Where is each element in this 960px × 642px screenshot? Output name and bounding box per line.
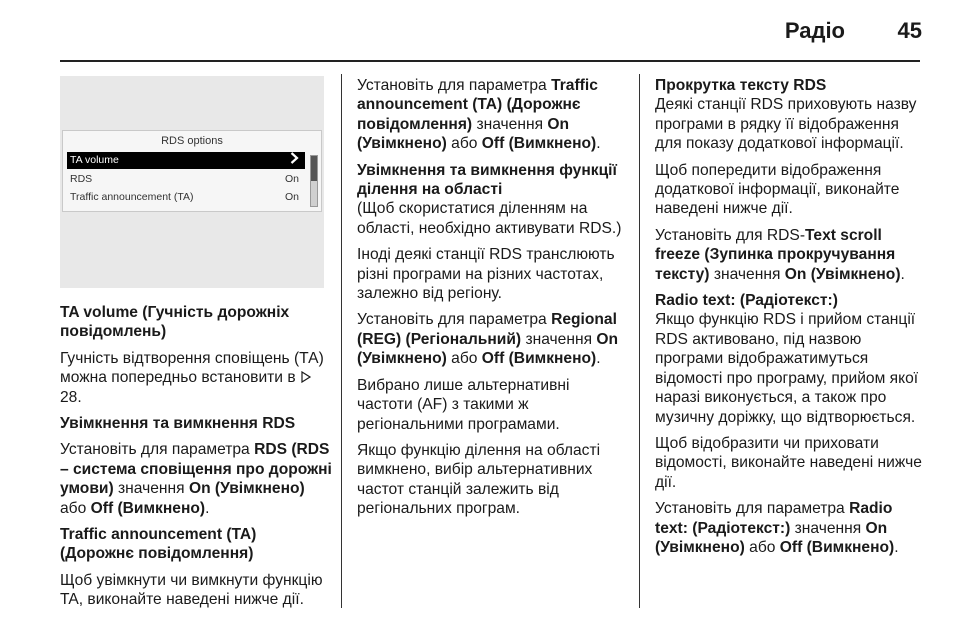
parameter-name: RDS (RDS – система сповіщення про дорожні умови) bbox=[60, 441, 332, 498]
value-name: Off (Вимкнено) bbox=[779, 538, 895, 556]
paragraph-text: або bbox=[60, 499, 87, 517]
paragraph-text: Установіть для параметра bbox=[60, 441, 250, 459]
paragraph-text: Щоб увімкнути чи вимкнути функцію TA, виконайте наведені нижче дії. bbox=[60, 571, 323, 609]
parameter-name: Text scroll freeze (Зупинка прокручування тексту) bbox=[655, 226, 896, 283]
scrollbar[interactable] bbox=[310, 155, 318, 207]
paragraph-text: або bbox=[451, 350, 478, 368]
section-heading: Увімкнення та вимкнення RDS bbox=[60, 415, 296, 433]
punctuation: . bbox=[596, 135, 601, 153]
parameter-name: Traffic announcement (TA) (Дорожнє повідомлення) bbox=[357, 77, 598, 133]
value-name: On (Увімкнено) bbox=[188, 480, 305, 498]
column-2 bbox=[357, 76, 625, 519]
section-heading: TA volume (Гучність дорожніх повідомлень) bbox=[60, 304, 290, 341]
paragraph-text: значення bbox=[794, 519, 862, 537]
paragraph-text: значення bbox=[476, 115, 544, 133]
parameter-name: Radio text: (Радіотекст:) bbox=[655, 500, 893, 537]
paragraph-text: Щоб відобразити чи приховати відомості, виконайте наведені нижче дії. bbox=[655, 434, 922, 491]
menu-item-label: TA volume bbox=[70, 154, 119, 166]
value-name: Off (Вимкнено) bbox=[90, 499, 206, 517]
paragraph-text: Вибрано лише альтернативні частоти (AF) з такими ж регіональними програмами. bbox=[357, 376, 570, 433]
punctuation: . bbox=[596, 350, 601, 368]
menu-item-label: Traffic announcement (TA) bbox=[70, 191, 194, 203]
paragraph-text: значення bbox=[713, 265, 781, 283]
header-divider bbox=[60, 60, 920, 62]
page-number: 45 bbox=[897, 18, 922, 43]
value-name: Off (Вимкнено) bbox=[481, 350, 597, 368]
menu-item-value: On bbox=[284, 191, 299, 203]
section-heading: Прокрутка тексту RDS bbox=[655, 77, 827, 94]
menu-item-value: On bbox=[284, 173, 299, 185]
column-1 bbox=[60, 303, 332, 610]
value-name: Off (Вимкнено) bbox=[481, 135, 597, 153]
value-name: On (Увімкнено) bbox=[357, 330, 619, 368]
punctuation: . bbox=[205, 499, 210, 517]
arrow-reference-icon bbox=[300, 369, 312, 386]
section-heading: Увімкнення та вимкнення функції ділення на області bbox=[357, 161, 617, 199]
column-divider bbox=[639, 74, 640, 608]
scrollbar-thumb[interactable] bbox=[311, 156, 317, 181]
paragraph-text: Установіть для параметра bbox=[357, 311, 547, 329]
section-heading: Radio text: (Радіотекст:) bbox=[655, 292, 838, 310]
chevron-right-icon bbox=[290, 152, 299, 170]
page-header-title: Радіо bbox=[784, 18, 845, 43]
paragraph-text: Деякі станції RDS приховують назву програми в рядку її відображення для показу додаткової інформації. bbox=[655, 96, 917, 153]
paragraph-text: Іноді деякі станції RDS транслюють різні програми на різних частотах, залежно від регіону. bbox=[357, 246, 615, 303]
paragraph-text: Установіть для параметра bbox=[357, 77, 547, 94]
paragraph-text: або bbox=[749, 538, 776, 556]
paragraph-text: Щоб попередити відображення додаткової інформації, виконайте наведені нижче дії. bbox=[655, 161, 900, 218]
menu-item-ta-volume[interactable] bbox=[67, 152, 305, 169]
rds-options-screen bbox=[62, 130, 322, 212]
column-divider bbox=[341, 74, 342, 608]
paragraph-text: значення bbox=[118, 480, 185, 498]
page-reference[interactable]: 28. bbox=[60, 388, 82, 406]
rds-options-figure bbox=[60, 76, 324, 288]
paragraph-text: значення bbox=[525, 330, 593, 348]
parameter-name: Regional (REG) (Регіональний) bbox=[357, 311, 617, 348]
paragraph-text: Якщо функцію ділення на області вимкнено, вибір альтернативних частот станцій залежить від регіональних програм. bbox=[357, 441, 601, 518]
paragraph-text: або bbox=[451, 135, 478, 153]
menu-item-label: RDS bbox=[70, 173, 93, 185]
menu-item-traffic-announcement[interactable] bbox=[67, 189, 305, 206]
paragraph-text: Якщо функцію RDS і прийом станції RDS активовано, під назвою програми відображатимуться відомості про програму, прийом якої наразі виконується, а також про музичну доріжку, що відтворюється. bbox=[655, 311, 919, 426]
paragraph-text: Гучність відтворення сповіщень (ТА) можна попередньо встановити в bbox=[60, 349, 324, 387]
value-name: On (Увімкнено) bbox=[784, 265, 901, 283]
punctuation: . bbox=[894, 538, 899, 556]
section-heading: Traffic announcement (TA) (Дорожнє повідомлення) bbox=[60, 526, 257, 563]
menu-item-rds[interactable] bbox=[67, 171, 305, 188]
screen-title: RDS options bbox=[161, 135, 223, 147]
paragraph-text: Установіть для RDS- bbox=[655, 226, 806, 244]
value-name: On (Увімкнено) bbox=[357, 115, 570, 153]
column-3 bbox=[655, 76, 925, 557]
punctuation: . bbox=[900, 265, 905, 283]
paragraph-text: Установіть для параметра bbox=[655, 500, 845, 518]
value-name: On (Увімкнено) bbox=[655, 519, 888, 556]
paragraph-text: (Щоб скористатися діленням на області, необхідно активувати RDS.) bbox=[357, 200, 622, 237]
